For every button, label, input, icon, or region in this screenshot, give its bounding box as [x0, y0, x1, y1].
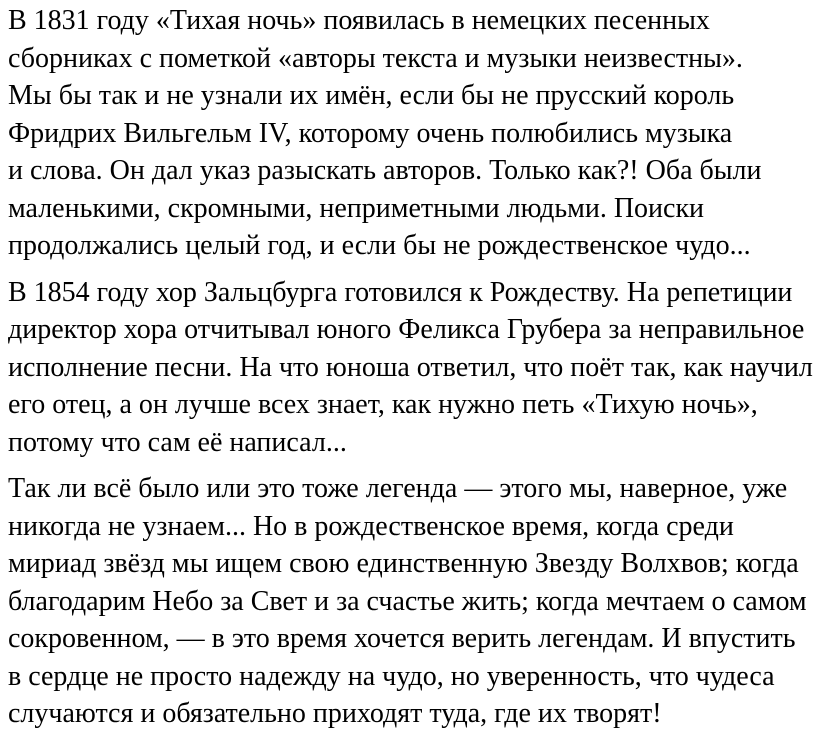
text-line: Так ли всё было или это тоже легенда — этого мы, наверное, уже: [8, 473, 788, 504]
paragraph-1: [8, 2, 816, 265]
text-line: сборниках с пометкой «авторы текста и музыки неизвестны».: [8, 42, 743, 74]
text-line: Фридрих Вильгельм IV, которому очень полюбились музыка: [8, 117, 733, 149]
text-line: его отец, а он лучше всех знает, как нужно петь «Тихую ночь»,: [8, 389, 758, 420]
paragraph-2: [8, 274, 816, 462]
text-line: в сердце не просто надежду на чудо, но уверенность, что чудеса: [8, 660, 775, 692]
paragraph-3: [8, 470, 816, 733]
text-line: маленькими, скромными, неприметными людьми. Поиски: [8, 192, 705, 224]
text-line: Мы бы так и не узнали их имён, если бы не прусский король: [8, 80, 735, 111]
text-line: сокровенном, — в это время хочется верить легендам. И впустить: [8, 623, 796, 654]
text-line: продолжались целый год, и если бы не рождественское чудо...: [8, 230, 751, 261]
text-line: директор хора отчитывал юного Феликса Грубера за неправильное: [8, 314, 805, 345]
text-line: благодарим Небо за Свет и за счастье жить; когда мечтаем о самом: [8, 585, 807, 617]
text-line: потому что сам её написал...: [8, 426, 347, 458]
text-line: мириад звёзд мы ищем свою единственную Звезду Волхвов; когда: [8, 548, 799, 579]
text-line: В 1854 году хор Зальцбурга готовился к Рождеству. На репетиции: [8, 276, 793, 308]
text-line: В 1831 году «Тихая ночь» появилась в немецких песенных: [8, 5, 710, 36]
text-line: и слова. Он дал указ разыскать авторов. Только как?! Оба были: [8, 155, 762, 186]
text-line: никогда не узнаем... Но в рождественское время, когда среди: [8, 510, 734, 542]
text-line: случаются и обязательно приходят туда, где их творят!: [8, 698, 662, 729]
text-line: исполнение песни. На что юноша ответил, что поёт так, как научил: [8, 351, 813, 383]
